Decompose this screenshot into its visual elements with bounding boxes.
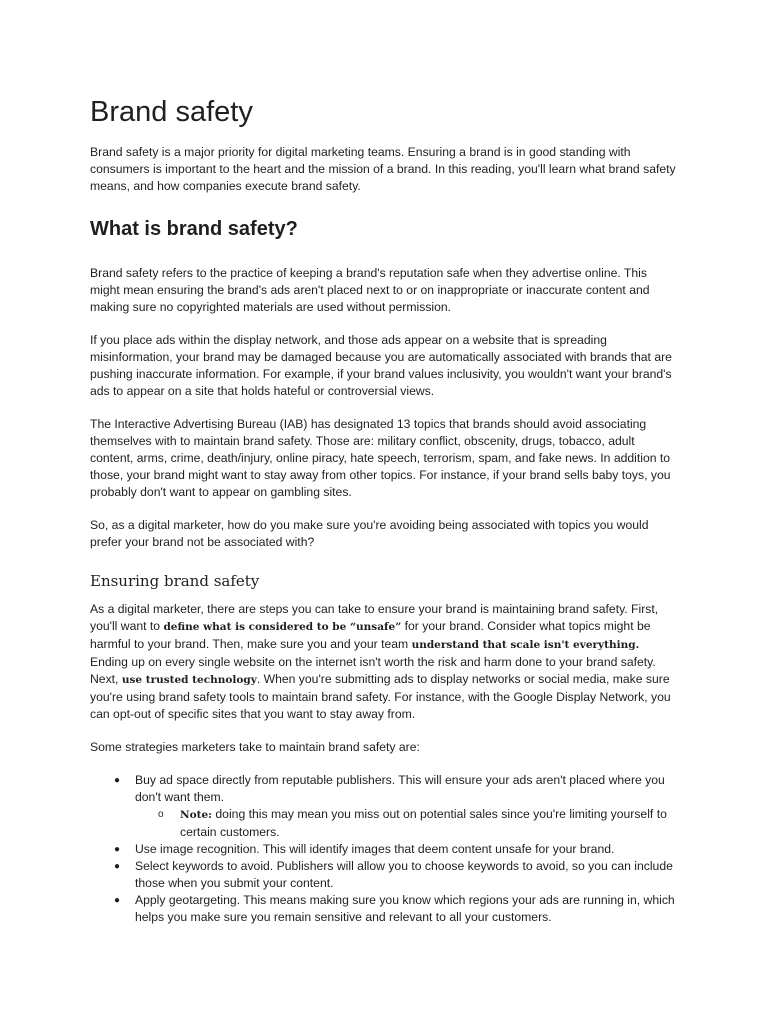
- sub-list-item: [135, 806, 680, 841]
- scale-emphasis: understand that scale isn't everything.: [411, 639, 640, 651]
- steps-text-2: for your brand. Consider what topics might be harmful to your brand. Then, make sure you and your team: [90, 619, 651, 651]
- list-item: [90, 841, 680, 858]
- steps-text-4: . When you're submitting ads to display networks or social media, make sure you're using brand safety tools to maintain brand safety. For instance, with the Google Display Network, you can opt-out of specific sites that you want to stay away from.: [90, 672, 671, 721]
- note-text: doing this may mean you miss out on potential sales since you're limiting yourself to certain customers.: [180, 807, 667, 839]
- sub-bullet-icon: o: [158, 809, 164, 820]
- steps-text-3: Ending up on every single website on the internet isn't worth the risk and harm done to your brand safety. Next,: [90, 655, 656, 686]
- bullet-icon: ●: [114, 895, 121, 906]
- question-paragraph: So, as a digital marketer, how do you make sure you're avoiding being associated with topics you would prefer your brand not be associated with?: [90, 518, 649, 549]
- list-item: [90, 892, 680, 926]
- bullet-icon: ●: [114, 844, 121, 855]
- page-title: Brand safety: [90, 96, 253, 128]
- bullet-icon: ●: [114, 775, 121, 786]
- section-heading-ensuring: Ensuring brand safety: [90, 572, 260, 590]
- list-item-text: Apply geotargeting. This means making sure you know which regions your ads are running in, which helps you make sure you remain sensitive and relevant to all your customers.: [135, 893, 675, 924]
- list-item-text: Select keywords to avoid. Publishers will allow you to choose keywords to avoid, so you can include those when you submit your content.: [135, 859, 673, 890]
- sub-list: [135, 806, 680, 841]
- trusted-technology-emphasis: use trusted technology: [121, 674, 257, 686]
- section-heading-what-is: What is brand safety?: [90, 218, 298, 240]
- bullet-icon: ●: [114, 861, 121, 872]
- note-label: Note:: [180, 809, 213, 821]
- steps-paragraph: [90, 601, 680, 723]
- strategies-list: [90, 772, 680, 926]
- list-item: [90, 772, 680, 841]
- intro-paragraph: Brand safety is a major priority for digital marketing teams. Ensuring a brand is in good standing with consumers is important to the heart and the mission of a brand. In this reading, you'll learn what brand safety means, and how companies execute brand safety.: [90, 145, 676, 193]
- definition-paragraph: Brand safety refers to the practice of keeping a brand's reputation safe when they advertise online. This might mean ensuring the brand's ads aren't placed next to or on inappropriate or inaccurate content and making sure no copyrighted materials are used without permission.: [90, 266, 650, 314]
- display-network-paragraph: If you place ads within the display network, and those ads appear on a website that is spreading misinformation, your brand may be damaged because you are automatically associated with brands that are pushing inaccurate information. For example, if your brand values inclusivity, you wouldn't want your brand's ads to appear on a site that holds hateful or controversial views.: [90, 333, 672, 398]
- iab-paragraph: The Interactive Advertising Bureau (IAB) has designated 13 topics that brands should avoid associating themselves with to maintain brand safety. Those are: military conflict, obscenity, drugs, tobacco, adult content, arms, crime, death/injury, online piracy, hate speech, terrorism, spam, and fake news. In addition to those, your brand might want to stay away from other topics. For instance, if your brand sells baby toys, you probably don't want to appear on gambling sites.: [90, 417, 671, 499]
- strategies-intro: Some strategies marketers take to maintain brand safety are:: [90, 740, 420, 754]
- steps-text-1: As a digital marketer, there are steps you can take to ensure your brand is maintaining brand safety. First, you'll want to: [90, 602, 659, 633]
- list-item-text: Use image recognition. This will identify images that deem content unsafe for your brand.: [135, 842, 615, 856]
- document-content: [90, 94, 680, 926]
- define-unsafe-emphasis: define what is considered to be “unsafe”: [163, 621, 402, 633]
- list-item: [90, 858, 680, 892]
- list-item-text: Buy ad space directly from reputable publishers. This will ensure your ads aren't placed where you don't want them.: [135, 773, 665, 804]
